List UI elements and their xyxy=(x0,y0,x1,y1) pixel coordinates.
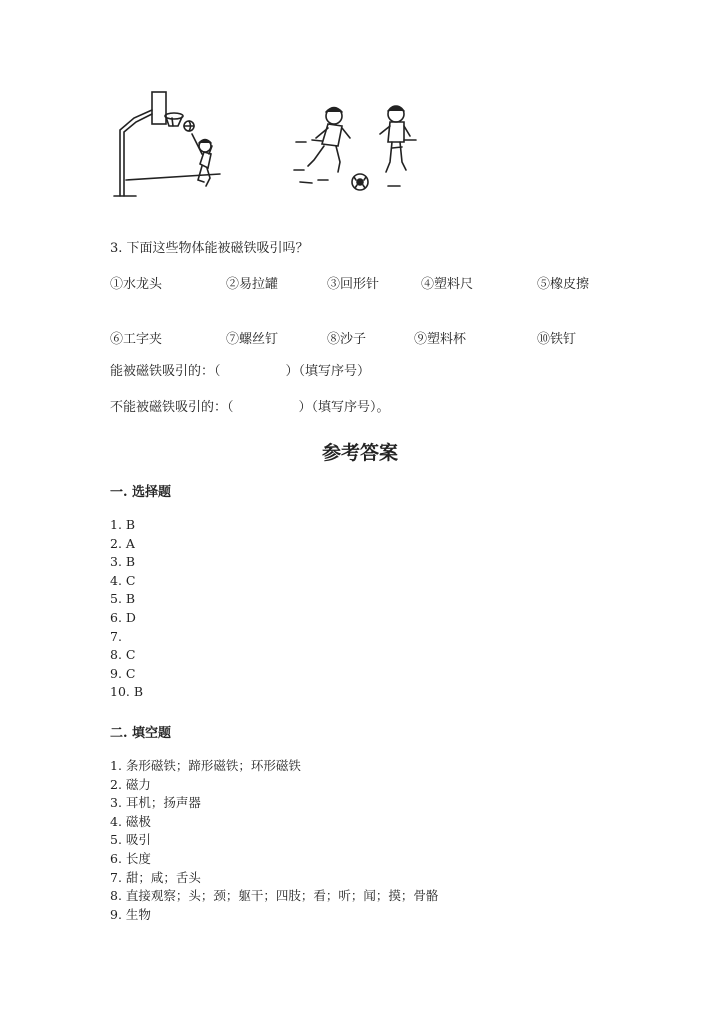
option-item: ④塑料尺 xyxy=(421,277,474,292)
answer-item: 9. C xyxy=(110,665,136,681)
answer-item: 8. 直接观察；头；颈；躯干；四肢；看；听；闻；摸；骨骼 xyxy=(110,888,439,904)
answer-item: 6. 长度 xyxy=(110,850,151,866)
section-heading-fill: 二. 填空题 xyxy=(110,726,172,741)
fill-answer-list xyxy=(110,757,438,924)
answer-item: 10. B xyxy=(110,684,144,700)
answer-item: 3. B xyxy=(110,554,136,570)
answer-item: 2. A xyxy=(110,535,135,551)
option-item: ⑦螺丝钉 xyxy=(226,332,279,347)
option-item: ③回形针 xyxy=(327,277,380,292)
option-item: ⑩铁钉 xyxy=(537,332,577,347)
answer-item: 7. 甜；咸；舌头 xyxy=(110,869,201,885)
answer-item: 1. 条形磁铁；蹄形磁铁；环形磁铁 xyxy=(110,758,301,773)
answer-item: 4. C xyxy=(110,572,136,588)
answer-item: 5. B xyxy=(110,591,136,607)
fill-blank-attracted: 能被磁铁吸引的：（ ）（填写序号） xyxy=(110,364,371,379)
option-item: ②易拉罐 xyxy=(226,277,279,292)
answer-item: 6. D xyxy=(110,609,136,625)
option-item: ⑥工字夹 xyxy=(110,332,163,347)
option-item: ⑧沙子 xyxy=(327,332,367,347)
choice-answer-list xyxy=(110,516,143,702)
answer-item: 7. xyxy=(110,628,122,644)
answer-item: 5. 吸引 xyxy=(110,832,151,848)
option-item: ⑤橡皮擦 xyxy=(537,277,590,292)
option-item: ①水龙头 xyxy=(110,277,163,292)
answer-item: 8. C xyxy=(110,647,136,663)
question-prompt: 3. 下面这些物体能被磁铁吸引吗？ xyxy=(110,241,309,256)
answer-item: 3. 耳机；扬声器 xyxy=(110,795,201,811)
option-item: ⑨塑料杯 xyxy=(414,332,467,347)
answer-item: 2. 磁力 xyxy=(110,776,151,792)
answer-item: 9. 生物 xyxy=(110,906,151,922)
answer-item: 4. 磁极 xyxy=(110,813,151,829)
answers-title: 参考答案 xyxy=(321,442,398,464)
fill-blank-not-attracted: 不能被磁铁吸引的：（ ）（填写序号）。 xyxy=(110,400,390,415)
basketball-illustration xyxy=(112,88,222,200)
answer-item: 1. B xyxy=(110,517,136,532)
section-heading-choice: 一. 选择题 xyxy=(110,485,172,500)
soccer-illustration xyxy=(292,100,422,195)
